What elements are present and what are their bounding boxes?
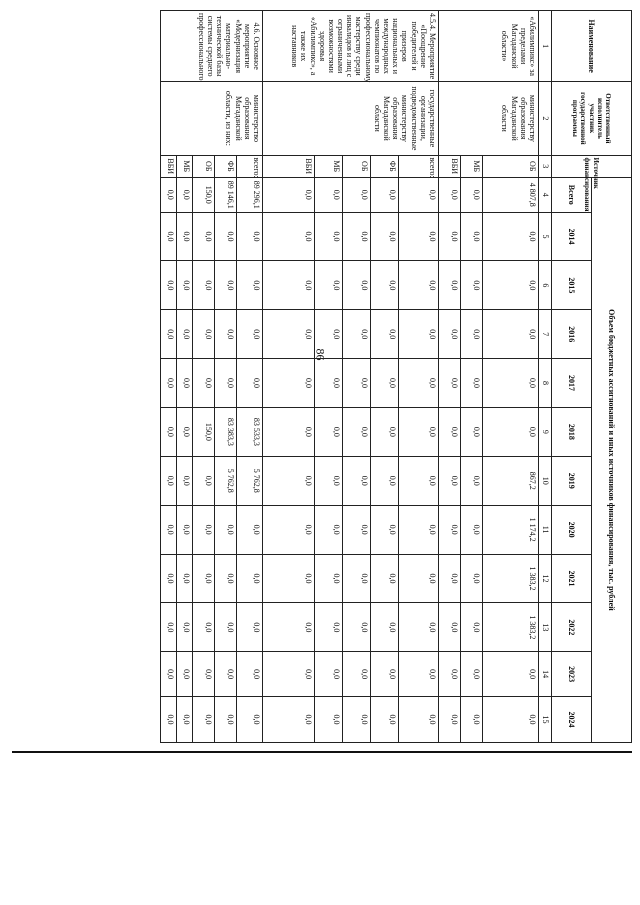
year-value: 0,0 (439, 697, 461, 743)
header-total: Всего (552, 177, 592, 212)
year-value: 1 383,2 (483, 554, 539, 603)
year-value: 83 533,3 (237, 407, 263, 456)
total-value: 0,0 (315, 177, 343, 212)
year-value: 0,0 (237, 603, 263, 652)
year-value: 0,0 (439, 359, 461, 408)
year-value: 0,0 (161, 554, 177, 603)
year-value: 0,0 (461, 261, 483, 310)
year-value: 0,0 (263, 505, 315, 554)
year-value: 0,0 (263, 603, 315, 652)
budget-table (160, 10, 632, 743)
year-value: 0,0 (399, 407, 439, 456)
funding-source: ВБИ (263, 155, 315, 177)
funding-source: ФБ (215, 155, 237, 177)
year-value: 0,0 (343, 603, 371, 652)
rotated-table-viewport (72, 10, 632, 743)
header-name: Наименование (552, 11, 632, 82)
year-value: 0,0 (193, 697, 215, 743)
year-value: 0,0 (315, 505, 343, 554)
year-value: 0,0 (371, 310, 399, 359)
row-executor: министерству образования Магаданской области (439, 82, 539, 155)
year-value: 0,0 (315, 697, 343, 743)
year-value: 0,0 (439, 261, 461, 310)
year-value: 0,0 (439, 652, 461, 697)
year-value: 0,0 (483, 212, 539, 261)
year-value: 0,0 (315, 456, 343, 505)
funding-source: МБ (177, 155, 193, 177)
total-value: 0,0 (161, 177, 177, 212)
column-number: 10 (539, 456, 552, 505)
year-value: 0,0 (399, 261, 439, 310)
year-value: 0,0 (315, 554, 343, 603)
total-value: 4 807,8 (483, 177, 539, 212)
row-name: «Абилимпикс» за пределами Магаданской области» (439, 11, 539, 82)
year-value: 0,0 (177, 554, 193, 603)
year-value: 0,0 (161, 359, 177, 408)
year-value: 0,0 (399, 697, 439, 743)
year-value: 0,0 (461, 697, 483, 743)
year-value: 0,0 (161, 456, 177, 505)
header-source: Источник финансирования (552, 155, 632, 177)
year-value: 0,0 (215, 261, 237, 310)
year-value: 0,0 (215, 310, 237, 359)
year-value: 0,0 (439, 212, 461, 261)
total-value: 0,0 (439, 177, 461, 212)
year-value: 0,0 (177, 652, 193, 697)
year-value: 0,0 (237, 261, 263, 310)
year-value: 0,0 (343, 505, 371, 554)
year-value: 0,0 (399, 554, 439, 603)
column-number: 14 (539, 652, 552, 697)
year-value: 0,0 (193, 652, 215, 697)
year-value: 0,0 (461, 212, 483, 261)
year-value: 0,0 (237, 697, 263, 743)
year-value: 0,0 (193, 359, 215, 408)
year-value: 1 174,2 (483, 505, 539, 554)
header-year: 2023 (552, 652, 592, 697)
funding-source: ОБ (343, 155, 371, 177)
row-name: 4.6. Основное мероприятие «Модернизация материально-технической базы системы среднего профессионального (161, 11, 263, 82)
year-value: 0,0 (483, 261, 539, 310)
header-year: 2022 (552, 603, 592, 652)
year-value: 0,0 (371, 603, 399, 652)
funding-source: ВБИ (161, 155, 177, 177)
year-value: 0,0 (237, 554, 263, 603)
year-value: 0,0 (215, 505, 237, 554)
year-value: 0,0 (315, 652, 343, 697)
year-value: 0,0 (483, 697, 539, 743)
year-value: 0,0 (371, 407, 399, 456)
year-value: 0,0 (177, 212, 193, 261)
header-year: 2017 (552, 359, 592, 408)
total-value: 0,0 (461, 177, 483, 212)
year-value: 5 762,8 (215, 456, 237, 505)
year-value: 0,0 (237, 310, 263, 359)
funding-source: МБ (315, 155, 343, 177)
footer-rule (12, 751, 632, 753)
funding-source: МБ (461, 155, 483, 177)
year-value: 0,0 (439, 456, 461, 505)
year-value: 0,0 (371, 212, 399, 261)
year-value: 0,0 (315, 212, 343, 261)
year-value: 0,0 (439, 505, 461, 554)
row-executor: министерство образования Магаданской области, из них: (161, 82, 263, 155)
column-number: 2 (539, 82, 552, 155)
total-value: 0,0 (177, 177, 193, 212)
year-value: 0,0 (161, 212, 177, 261)
funding-source: ФБ (371, 155, 399, 177)
year-value: 0,0 (263, 407, 315, 456)
table-row (399, 11, 439, 743)
year-value: 0,0 (215, 652, 237, 697)
year-value: 0,0 (215, 697, 237, 743)
header-year: 2015 (552, 261, 592, 310)
year-value: 5 762,8 (237, 456, 263, 505)
year-value: 0,0 (263, 212, 315, 261)
year-value: 0,0 (237, 212, 263, 261)
year-value: 0,0 (215, 603, 237, 652)
year-value: 0,0 (399, 456, 439, 505)
year-value: 0,0 (461, 652, 483, 697)
year-value: 0,0 (371, 697, 399, 743)
year-value: 0,0 (461, 359, 483, 408)
year-value: 0,0 (439, 603, 461, 652)
year-value: 0,0 (215, 212, 237, 261)
year-value: 0,0 (193, 261, 215, 310)
year-value: 0,0 (161, 697, 177, 743)
year-value: 0,0 (263, 456, 315, 505)
year-value: 0,0 (343, 697, 371, 743)
year-value: 0,0 (343, 310, 371, 359)
year-value: 0,0 (399, 359, 439, 408)
header-executor: Ответственный исполнитель участник государственной программы (552, 82, 632, 155)
year-value: 0,0 (371, 261, 399, 310)
column-number: 15 (539, 697, 552, 743)
year-value: 0,0 (439, 407, 461, 456)
year-value: 0,0 (371, 505, 399, 554)
column-number: 1 (539, 11, 552, 82)
year-value: 0,0 (193, 554, 215, 603)
funding-source: ОБ (193, 155, 215, 177)
year-value: 0,0 (263, 261, 315, 310)
funding-source: ОБ (483, 155, 539, 177)
year-value: 0,0 (483, 359, 539, 408)
year-value: 0,0 (215, 554, 237, 603)
year-value: 0,0 (177, 310, 193, 359)
year-value: 0,0 (343, 359, 371, 408)
year-value: 0,0 (177, 407, 193, 456)
year-value: 0,0 (237, 505, 263, 554)
column-number: 4 (539, 177, 552, 212)
year-value: 0,0 (371, 554, 399, 603)
rotated-table-container (72, 10, 632, 743)
column-number: 8 (539, 359, 552, 408)
year-value: 0,0 (161, 310, 177, 359)
year-value: 150,0 (193, 407, 215, 456)
year-value: 0,0 (343, 212, 371, 261)
column-number: 5 (539, 212, 552, 261)
year-value: 0,0 (343, 652, 371, 697)
total-value: 0,0 (343, 177, 371, 212)
year-value: 0,0 (439, 310, 461, 359)
year-value: 0,0 (483, 407, 539, 456)
year-value: 0,0 (161, 407, 177, 456)
year-value: 867,2 (483, 456, 539, 505)
year-value: 0,0 (161, 261, 177, 310)
year-value: 0,0 (343, 261, 371, 310)
year-value: 0,0 (399, 212, 439, 261)
year-value: 0,0 (177, 359, 193, 408)
year-value: 0,0 (237, 359, 263, 408)
year-value: 0,0 (263, 310, 315, 359)
year-value: 0,0 (371, 359, 399, 408)
year-value: 0,0 (263, 554, 315, 603)
year-value: 0,0 (177, 505, 193, 554)
year-value: 0,0 (343, 456, 371, 505)
column-number: 3 (539, 155, 552, 177)
page-number: 86 (313, 348, 328, 361)
year-value: 0,0 (193, 603, 215, 652)
total-value: 0,0 (399, 177, 439, 212)
year-value: 0,0 (193, 456, 215, 505)
total-value: 150,0 (193, 177, 215, 212)
year-value: 0,0 (439, 554, 461, 603)
funding-source: ВБИ (439, 155, 461, 177)
funding-source: всего: (399, 155, 439, 177)
total-value: 0,0 (371, 177, 399, 212)
header-year: 2024 (552, 697, 592, 743)
header-row-1 (592, 11, 632, 743)
year-value: 1 383,2 (483, 603, 539, 652)
table-row (483, 11, 539, 743)
year-value: 0,0 (177, 603, 193, 652)
year-value: 0,0 (263, 359, 315, 408)
year-value: 0,0 (461, 456, 483, 505)
header-year: 2014 (552, 212, 592, 261)
column-number: 9 (539, 407, 552, 456)
year-value: 0,0 (161, 603, 177, 652)
funding-source: всего: (237, 155, 263, 177)
header-year: 2020 (552, 505, 592, 554)
column-number: 11 (539, 505, 552, 554)
year-value: 0,0 (371, 456, 399, 505)
year-value: 0,0 (483, 652, 539, 697)
year-value: 0,0 (343, 554, 371, 603)
year-value: 0,0 (315, 603, 343, 652)
year-value: 0,0 (315, 407, 343, 456)
header-year: 2016 (552, 310, 592, 359)
year-value: 0,0 (193, 212, 215, 261)
year-value: 0,0 (399, 652, 439, 697)
year-value: 0,0 (461, 554, 483, 603)
year-value: 0,0 (371, 652, 399, 697)
year-value: 0,0 (315, 261, 343, 310)
year-value: 0,0 (399, 310, 439, 359)
header-year: 2019 (552, 456, 592, 505)
year-value: 0,0 (399, 505, 439, 554)
row-executor: государственные организации, подведомственные министерству образования Магаданской области (263, 82, 439, 155)
column-number: 13 (539, 603, 552, 652)
column-number: 12 (539, 554, 552, 603)
header-volume-title: Объем бюджетных ассигнований и иных источников финансирования, тыс. рублей (592, 177, 632, 742)
column-number: 7 (539, 310, 552, 359)
year-value: 0,0 (161, 505, 177, 554)
year-value: 0,0 (215, 359, 237, 408)
year-value: 0,0 (315, 310, 343, 359)
year-value: 0,0 (177, 456, 193, 505)
year-value: 0,0 (461, 603, 483, 652)
year-value: 0,0 (263, 652, 315, 697)
year-value: 0,0 (461, 310, 483, 359)
year-value: 0,0 (193, 505, 215, 554)
year-value: 0,0 (461, 407, 483, 456)
year-value: 0,0 (263, 697, 315, 743)
year-value: 0,0 (343, 407, 371, 456)
header-year: 2018 (552, 407, 592, 456)
total-value: 89 146,1 (215, 177, 237, 212)
year-value: 83 383,3 (215, 407, 237, 456)
total-value: 0,0 (263, 177, 315, 212)
year-value: 0,0 (461, 505, 483, 554)
column-number-row (539, 11, 552, 743)
year-value: 0,0 (483, 310, 539, 359)
year-value: 0,0 (177, 697, 193, 743)
year-value: 0,0 (315, 359, 343, 408)
year-value: 0,0 (237, 652, 263, 697)
row-name: 4.5.4. Мероприятие «Поощрение победителей и призеров национальных и международных чемпионатов по профессиональному мастерству среди инвалидов и лиц с ограниченными возможностями здоровья «Абилимпикс», а также их наставников (263, 11, 439, 82)
total-value: 89 296,1 (237, 177, 263, 212)
year-value: 0,0 (193, 310, 215, 359)
year-value: 0,0 (161, 652, 177, 697)
column-number: 6 (539, 261, 552, 310)
year-value: 0,0 (177, 261, 193, 310)
header-year: 2021 (552, 554, 592, 603)
year-value: 0,0 (399, 603, 439, 652)
table-row (237, 11, 263, 743)
